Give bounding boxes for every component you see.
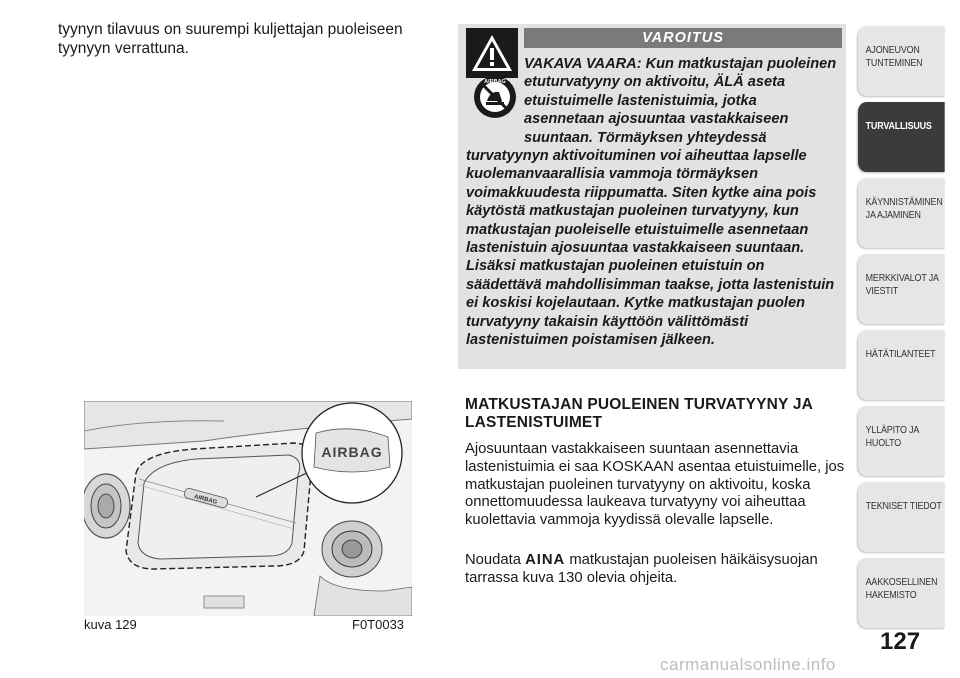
page-number: 127 — [880, 628, 921, 655]
emphasis-aina: AINA — [525, 552, 566, 568]
figure-large-airbag-label: AIRBAG — [321, 444, 383, 460]
section-paragraph-2: Noudata AINA matkustajan puoleisen häikäisysuojan tarrassa kuva 130 olevia ohjeita. — [465, 552, 818, 586]
section-paragraph-1: Ajosuuntaan vastakkaiseen suuntaan asennettavia lastenistuimia ei saa KOSKAAN asentaa etuistuimelle, jos matkustajan puoleinen turvatyyny on aktivoitu, koska onnettomuudessa laukeava turvatyyny voi aiheuttaa kuolettavia vammoja kyydissä olevalle lapselle. — [465, 441, 845, 529]
tab-merkkivalot-ja-viestit[interactable]: MERKKIVALOT JA VIESTIT — [858, 254, 945, 324]
watermark: carmanualsonline.info — [660, 655, 836, 674]
tab-kaynnistaminen-ja-ajaminen[interactable]: KÄYNNISTÄMINEN JA AJAMINEN — [858, 178, 945, 248]
tab-tekniset-tiedot[interactable]: TEKNISET TIEDOT — [858, 482, 945, 552]
intro-text: tyynyn tilavuus on suurempi kuljettajan puoleiseen tyynyyn verrattuna. — [58, 21, 403, 57]
airbag-dashboard-figure — [84, 401, 412, 616]
figure-caption: kuva 129 — [84, 617, 137, 632]
warning-box — [458, 24, 846, 369]
tab-aakkosellinen-hakemisto[interactable]: AAKKOSELLINEN HAKEMISTO — [858, 558, 945, 628]
airbag-icon-label: AIRBAG — [484, 79, 506, 85]
tab-hatatilanteet[interactable]: HÄTÄTILANTEET — [858, 330, 945, 400]
warning-text: VAKAVA VAARA: Kun matkustajan puoleinen etuturvatyyny on aktivoitu, ÄLÄ aseta etuistuimelle lastenistuimia, jotka asennetaan ajosuuntaa vastakkaiseen suuntaan. Törmäyksen yhteydessä turvatyynyn aktivoituminen voi aiheuttaa lapselle kuolemanvaarallisia vammoja törmäyksen voimakkuudesta riippumatta. Siten kytke aina pois käytöstä matkustajan puoleinen turvatyyny, kun matkustajan puoleiselle etuistuimelle asennetaan lastenistuin ajosuuntaa vastakkaiseen suuntaan. Lisäksi matkustajan puoleinen etuistuin on säädettävä mahdollisimman taakse, jotta lastenistuin ei koskisi kojelautaan. Kytke matkustajan puolen turvatyyny takaisin käyttöön välittömästi lastenistuimen poistamisen jälkeen. — [466, 56, 837, 349]
tab-ajoneuvon-tunteminen[interactable]: AJONEUVON TUNTEMINEN — [858, 26, 945, 96]
figure-code: F0T0033 — [352, 617, 405, 632]
tab-yllapito-ja-huolto[interactable]: YLLÄPITO JA HUOLTO — [858, 406, 945, 476]
tab-turvallisuus[interactable]: TURVALLISUUS — [858, 102, 945, 172]
warning-header: VAROITUS — [524, 28, 842, 48]
figure-small-airbag-label: AIRBAG — [193, 493, 218, 506]
section-title: MATKUSTAJAN PUOLEINEN TURVATYYNY JA LASTENISTUIMET — [465, 396, 813, 431]
